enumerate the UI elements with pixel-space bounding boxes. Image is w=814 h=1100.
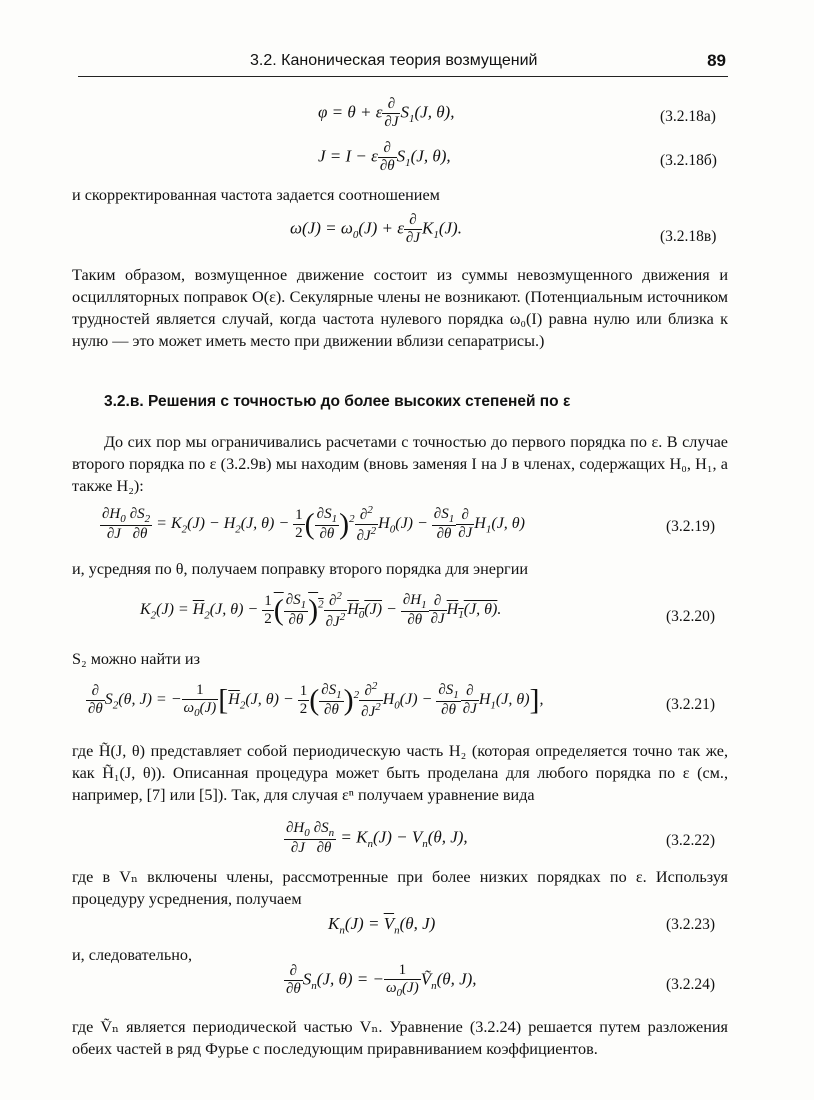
equation-3-2-22: $\frac{\partial H_0}{\partial J}$ $\frac{\partial S_n}{\partial\theta}$ = $K_n(J) - V_n(\theta$, J), [286, 820, 468, 856]
paragraph-1: и скорректированная частота задается соотношением [72, 186, 440, 204]
equation-number-22: (3.2.22) [666, 832, 716, 849]
running-title: 3.2. Каноническая теория возмущений [250, 52, 538, 69]
equation-number-21: (3.2.21) [666, 696, 716, 713]
equation-number-18a: (3.2.18а) [660, 108, 716, 125]
equation-3-2-18c: $\omega(J) = \omega_0(J) + \varepsilon$ ∂ ∂J $K_1(J)$. [290, 212, 462, 246]
paragraph-2: Таким образом, возмущенное движение состоит из суммы невозмущенного движения и осцилляторных поправок O(ε). Секулярные члены не возникают. (Потенциальным источником трудностей является случай, когда частота нулевого порядка ω₀(I) равна нулю или близка к нулю — это может иметь место при движении вблизи сепаратрисы.) [72, 266, 728, 350]
equation-number-20: (3.2.20) [666, 608, 716, 625]
equation-number-18c: (3.2.18в) [660, 228, 717, 245]
equation-number-19: (3.2.19) [666, 518, 716, 535]
equation-3-2-21: ∂ ∂θ $S_2(\theta$, J) = − $\frac{1}{\omega_0(J)}$ [$\overline{H}_2(J$, θ) − $\frac{1}{2}$ ( $\frac{\partial S_1}{\partial\theta}$ )$^2$ $\frac{\partial^2}{\partial J^2}$ $H_0(J)$ − $\frac{\partial S_1}{\partial\theta}$ ∂ ∂J $H_1(J$, θ)], [88, 680, 544, 720]
page-header [78, 50, 728, 77]
section-heading: 3.2.в. Решения с точностью до более высоких степеней по ε [104, 393, 571, 410]
paragraph-5: S₂ можно найти из [72, 650, 200, 668]
paragraph-8: и, следовательно, [72, 946, 193, 964]
equation-number-24: (3.2.24) [666, 976, 716, 993]
equation-number-18b: (3.2.18б) [660, 152, 717, 169]
paragraph-6: где H̃(J, θ) представляет собой периодическую часть H₂ (которая определяется точно так же, как H̃₁(J, θ)). Описанная процедура может быть проделана для любого порядка по ε (см., например, [7] или [5]). Так, для случая εⁿ получаем уравнение вида [72, 742, 728, 804]
equation-number-23: (3.2.23) [666, 916, 716, 933]
equation-3-2-23: $K_n(J) = \overline{V}_n(\theta$, J) [328, 914, 436, 937]
equation-3-2-18a: φ = θ + ε ∂ ∂J $S_1(J$, θ), [318, 96, 455, 130]
paragraph-3: До сих пор мы ограничивались расчетами с точностью до первого порядка по ε. В случае второго порядка по ε (3.2.9в) мы находим (вновь заменяя I на J в членах, содержащих H₀, H₁, а также H₂): [72, 433, 728, 495]
equation-3-2-18b: J = I − ε ∂ ∂θ $S_1(J$, θ), [318, 140, 451, 174]
paragraph-4: и, усредняя по θ, получаем поправку второго порядка для энергии [72, 560, 529, 578]
paragraph-9: где Ṽₙ является периодической частью Vₙ. Уравнение (3.2.24) решается путем разложения обеих частей в ряд Фурье с последующим приравниванием коэффициентов. [72, 1018, 728, 1058]
equation-3-2-19: $\frac{\partial H_0}{\partial J}$ $\frac{\partial S_2}{\partial\theta}$ = $K_2(J) - H_2(J$, θ) − $\frac{1}{2}$ ( $\frac{\partial S_1}{\partial\theta}$ )$^2$ $\frac{\partial^2}{\partial J^2}$ $H_0(J)$ − $\frac{\partial S_1}{\partial\theta}$ ∂ ∂J $H_1(J$, θ) [102, 504, 525, 544]
page-number: 89 [707, 51, 726, 70]
paragraph-7: где в Vₙ включены члены, рассмотренные при более низких порядках по ε. Используя процедуру усреднения, получаем [72, 868, 728, 908]
equation-3-2-20: $K_2(J) = \overline{H}_2(J$, θ) − $\frac{1}{2}$ ( $\frac{\partial S_1}{\partial\theta}$ )$^2$ $\frac{\partial^2}{\partial J^2}$ $H_0(J)$ − $\frac{\partial H_1}{\partial\theta}$ ∂ ∂J $H_1(J$, θ). [140, 590, 502, 630]
equation-3-2-24: ∂ ∂θ $S_n(J$, θ) = − $\frac{1}{\omega_0(J)}$ Ṽ$_n$(θ, J), [286, 962, 477, 999]
